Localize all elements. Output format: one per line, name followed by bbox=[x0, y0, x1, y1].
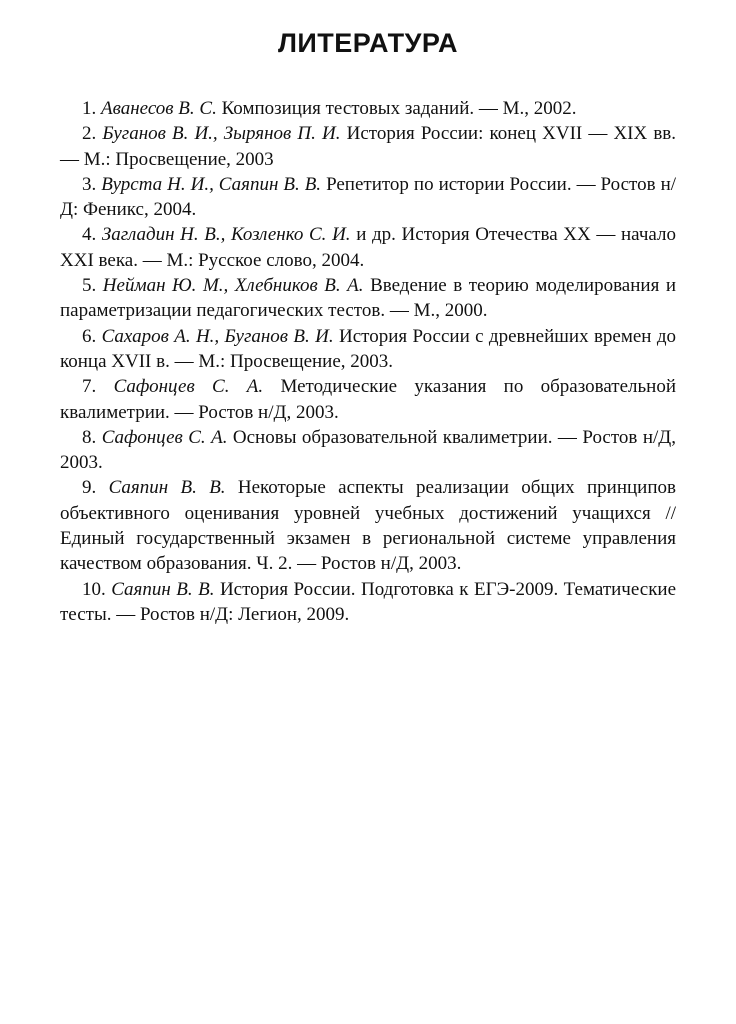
reference-item bbox=[60, 577, 676, 628]
reference-authors: Саяпин В. В. bbox=[111, 578, 215, 600]
reference-text: Композиция тестовых заданий. — М., 2002. bbox=[221, 98, 577, 119]
reference-authors: Вурста Н. И., Саяпин В. В. bbox=[101, 173, 322, 195]
reference-authors: Буганов В. И., Зырянов П. И. bbox=[102, 123, 341, 145]
reference-item bbox=[60, 273, 676, 324]
reference-text: История России. Подготовка к ЕГЭ-2009. Тематические тесты. — Ростов н/Д: Легион, 2009. bbox=[60, 578, 677, 625]
reference-text: и др. История Отечества XX — начало XXI века. — М.: Русское слово, 2004. bbox=[60, 224, 676, 271]
reference-number: 1. bbox=[82, 98, 97, 119]
reference-item bbox=[60, 96, 676, 121]
reference-number: 5. bbox=[82, 275, 97, 297]
reference-item bbox=[60, 374, 676, 425]
reference-text: Основы образовательной квалиметрии. — Ростов н/Д, 2003. bbox=[60, 426, 676, 474]
reference-text: История России: конец XVII — XIX вв. — М.: Просвещение, 2003 bbox=[60, 123, 677, 170]
reference-text: Репетитор по истории России. — Ростов н/Д: Феникс, 2004. bbox=[60, 173, 677, 221]
reference-text: Некоторые аспекты реализации общих принципов объективного оценивания уровней учебных достижений учащихся // Единый государственный экзамен в региональной системе управления качеством образования. Ч. 2. — Ростов н/Д, 2003. bbox=[60, 477, 676, 575]
reference-authors: Загладин Н. В., Козленко С. И. bbox=[101, 224, 351, 246]
reference-number: 8. bbox=[82, 426, 97, 448]
reference-item bbox=[60, 172, 676, 223]
reference-authors: Сафонцев С. А. bbox=[113, 376, 264, 398]
page-title: ЛИТЕРАТУРА bbox=[277, 28, 459, 58]
reference-number: 4. bbox=[82, 224, 97, 246]
reference-number: 6. bbox=[82, 325, 97, 347]
reference-item bbox=[60, 475, 676, 576]
reference-authors: Аванесов В. С. bbox=[101, 98, 217, 119]
reference-list bbox=[60, 96, 676, 627]
reference-number: 10. bbox=[82, 578, 106, 600]
reference-text: История России с древнейших времен до конца XVII в. — М.: Просвещение, 2003. bbox=[60, 325, 677, 372]
reference-number: 2. bbox=[82, 123, 97, 145]
reference-number: 3. bbox=[82, 173, 97, 195]
reference-text: Введение в теорию моделирования и параметризации педагогических тестов. — М., 2000. bbox=[60, 275, 677, 322]
reference-item bbox=[60, 222, 676, 273]
reference-item bbox=[60, 324, 676, 375]
reference-text: Методические указания по образовательной квалиметрии. — Ростов н/Д, 2003. bbox=[60, 376, 677, 423]
reference-authors: Саяпин В. В. bbox=[108, 477, 226, 499]
reference-authors: Нейман Ю. М., Хлебников В. А. bbox=[102, 275, 364, 297]
reference-number: 7. bbox=[82, 376, 97, 398]
reference-authors: Сафонцев С. А. bbox=[101, 426, 228, 448]
reference-item bbox=[60, 425, 676, 476]
reference-item bbox=[60, 121, 676, 172]
reference-authors: Сахаров А. Н., Буганов В. И. bbox=[101, 325, 334, 347]
reference-number: 9. bbox=[82, 477, 97, 499]
